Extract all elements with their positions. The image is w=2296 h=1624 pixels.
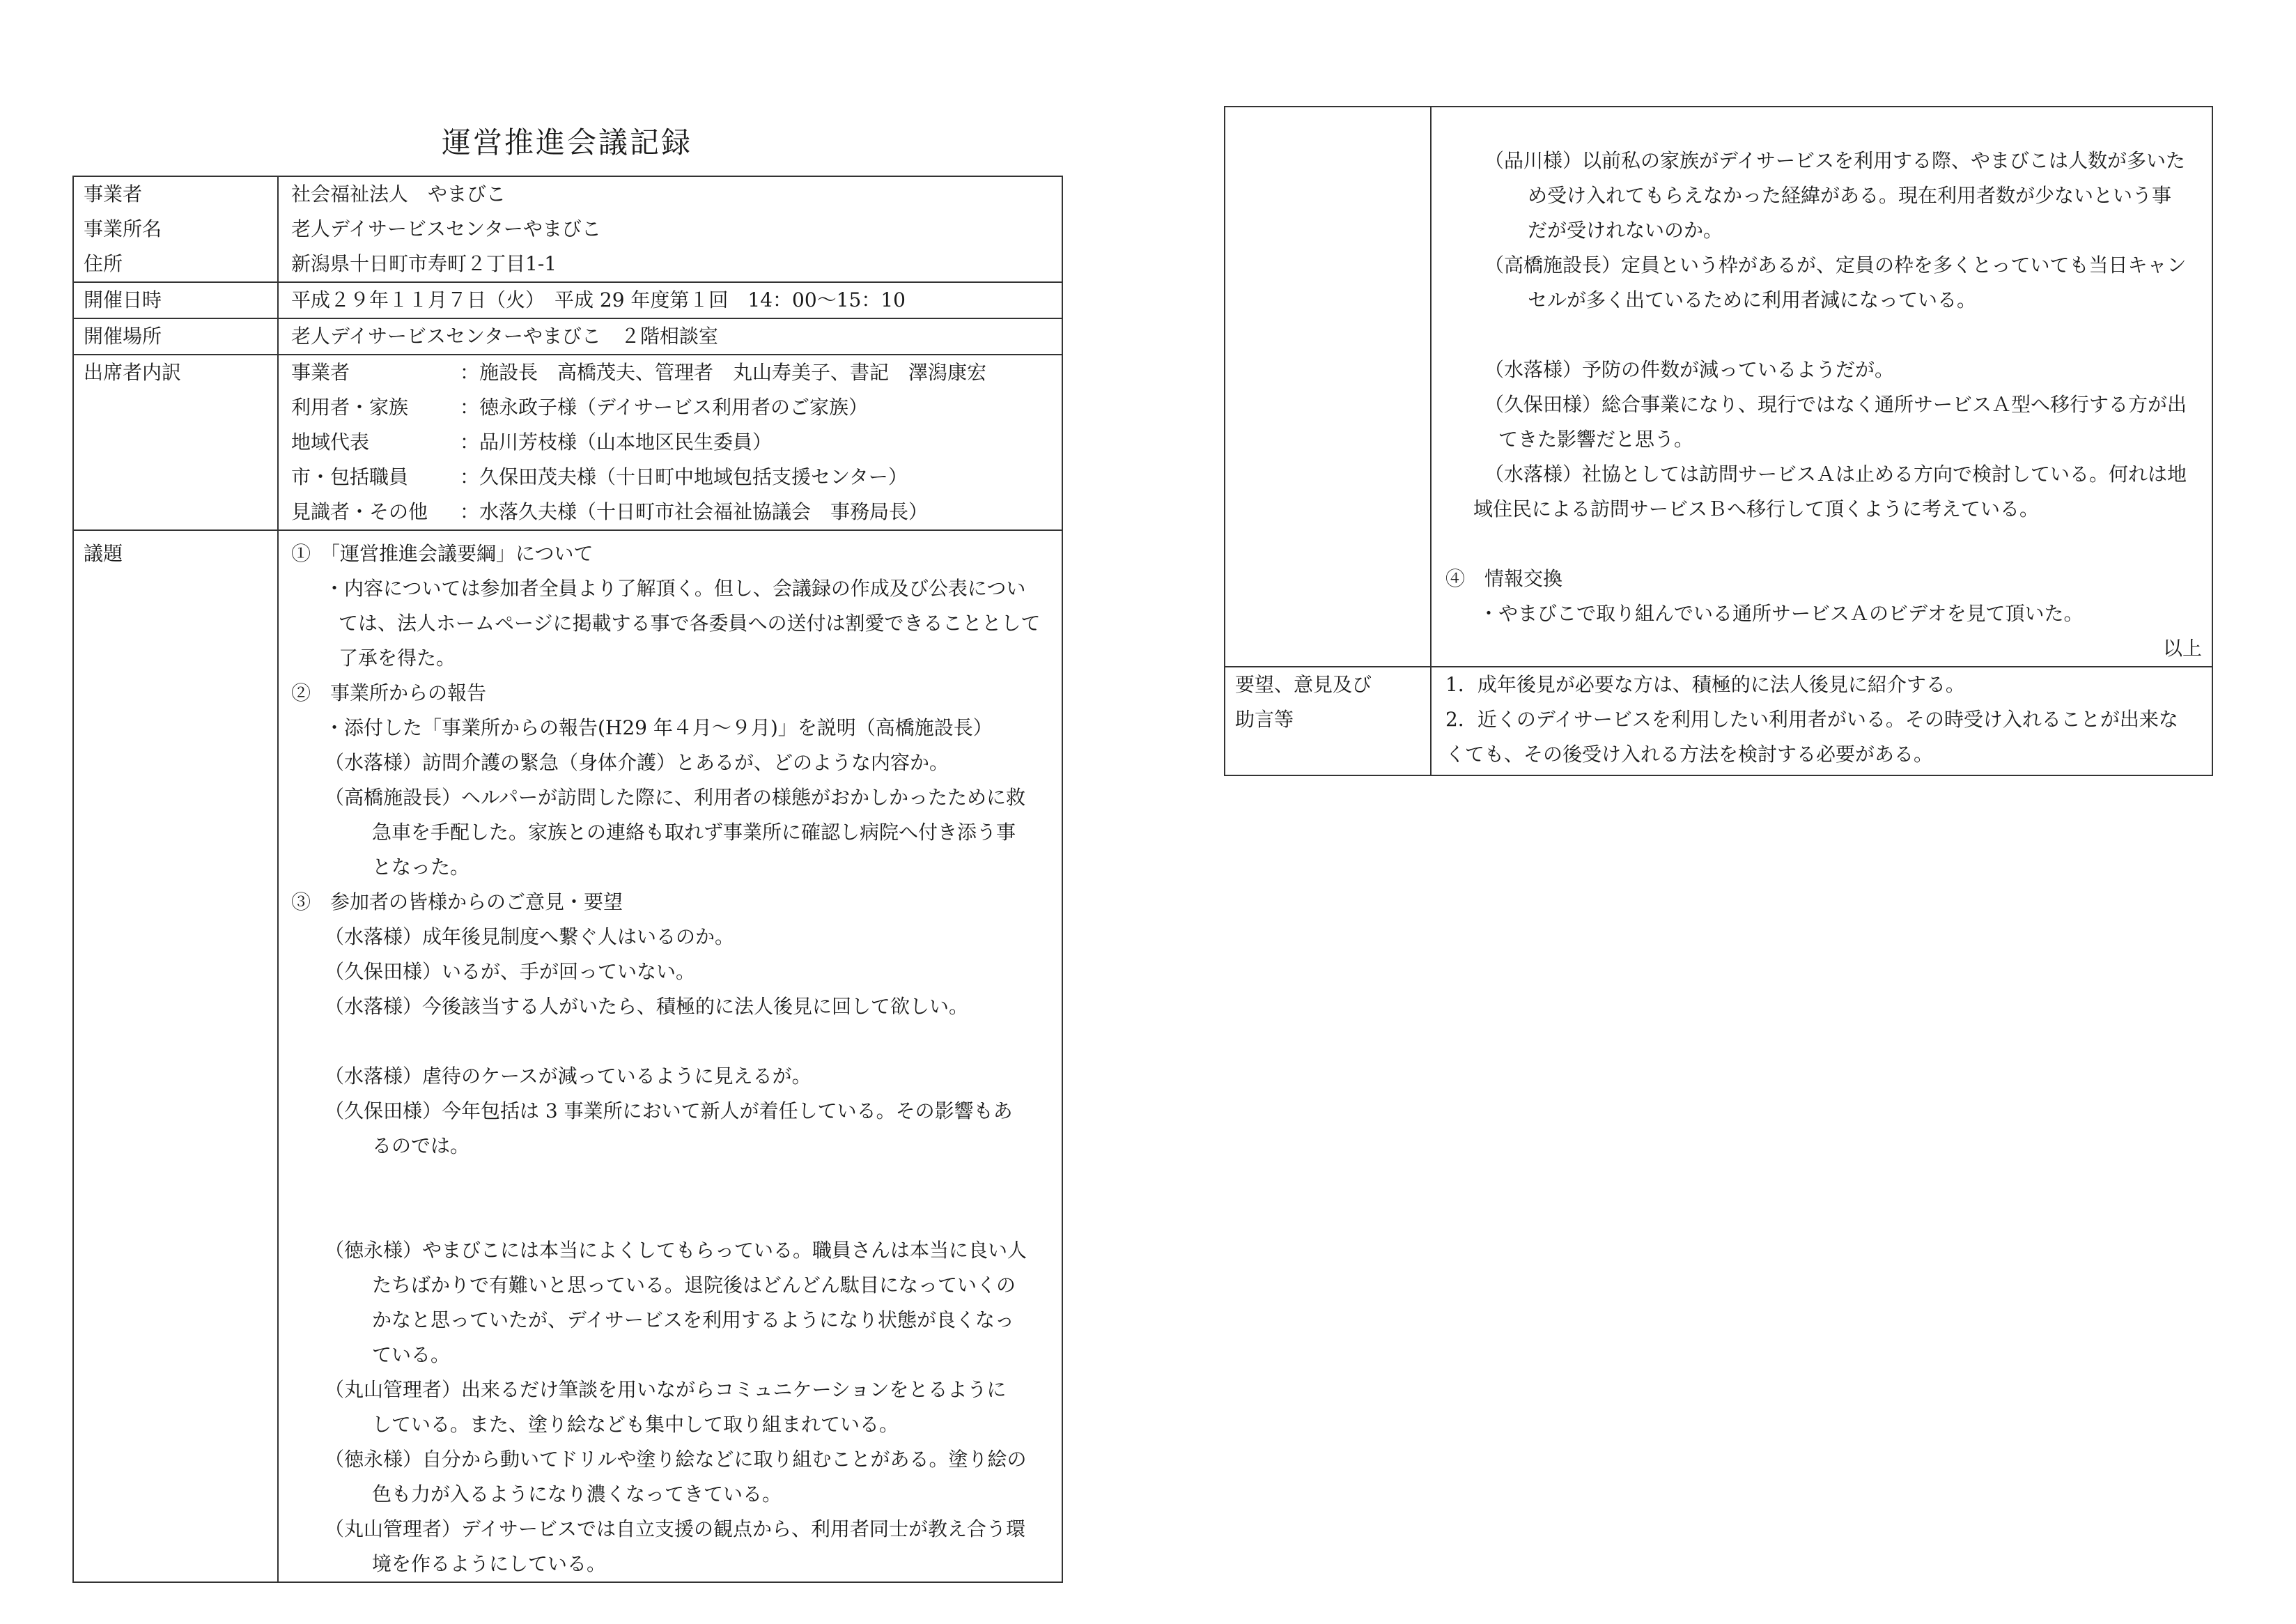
agenda-line: （水落様）虐待のケースが減っているように見えるが。 <box>325 1065 812 1088</box>
agenda-line: （丸山管理者）デイサービスでは自立支援の観点から、利用者同士が教え合う環 <box>325 1517 1026 1540</box>
attendee-names: ：久保田茂夫様（十日町中地域包括支援センター） <box>460 465 908 488</box>
continued-label-cell <box>1225 107 1431 667</box>
place-label: 開催場所 <box>84 325 162 348</box>
agenda-blank-line <box>291 1198 1062 1233</box>
agenda-line: ・内容については参加者全員より了解頂く。但し、会議録の作成及び公表につい <box>325 577 1026 600</box>
continued-line: （水落様）社協としては訪問サービスＡは止める方向で検討している。何れは地 <box>1484 463 2187 486</box>
attendee-role: 事業者 <box>291 361 350 384</box>
agenda-blank-line <box>291 1163 1062 1198</box>
attendee-row <box>291 425 1062 460</box>
attendee-row <box>291 355 1062 390</box>
attendee-names: ：施設長 高橋茂夫、管理者 丸山寿美子、書記 澤潟康宏 <box>460 361 987 384</box>
closing-mark: 以上 <box>2162 637 2202 660</box>
agenda-label: 議題 <box>84 542 123 565</box>
agenda-blank-line <box>291 1024 1062 1059</box>
request-line: 1．成年後見が必要な方は、積極的に法人後見に紹介する。 <box>1445 673 1965 696</box>
agenda-line: ① 「運営推進会議要綱」について <box>291 542 594 565</box>
attendee-role: 地域代表 <box>291 431 370 454</box>
place-row <box>73 318 1062 355</box>
attendee-row <box>291 495 1062 529</box>
continued-row <box>1225 107 2212 667</box>
continued-line: （品川様）以前私の家族がデイサービスを利用する際、やまびこは人数が多いた <box>1484 149 2186 172</box>
continued-line: （水落様）予防の件数が減っているようだが。 <box>1484 358 1895 381</box>
agenda-line: かなと思っていたが、デイサービスを利用するようになり状態が良くなっ <box>372 1308 1015 1331</box>
org-info-row <box>73 176 1062 282</box>
attendee-names: ：徳永政子様（デイサービス利用者のご家族） <box>460 396 869 419</box>
requests-body <box>1432 667 2212 772</box>
agenda-line: 了承を得た。 <box>339 647 456 670</box>
agenda-line: たちばかりで有難いと思っている。退院後はどんどん駄目になっていくの <box>372 1274 1016 1297</box>
attendee-row <box>291 460 1062 495</box>
agenda-line: （徳永様）自分から動いてドリルや塗り絵などに取り組むことがある。塗り絵の <box>325 1448 1027 1471</box>
continued-line: め受け入れてもらえなかった経緯がある。現在利用者数が少ないという事 <box>1528 184 2172 207</box>
agenda-line: ている。 <box>372 1343 451 1366</box>
office-label: 事業所名 <box>84 217 162 240</box>
org-value: 社会福祉法人 やまびこ <box>291 183 506 206</box>
requests-label-line2: 助言等 <box>1235 708 1294 731</box>
continued-line: （高橋施設長）定員という枠があるが、定員の枠を多くとっていても当日キャン <box>1484 254 2187 277</box>
continued-line: てきた影響だと思う。 <box>1498 428 1694 451</box>
agenda-line: 急車を手配した。家族との連絡も取れず事業所に確認し病院へ付き添う事 <box>372 821 1016 844</box>
agenda-line: （水落様）今後該当する人がいたら、積極的に法人後見に回して欲しい。 <box>325 995 969 1018</box>
agenda-line: （久保田様）今年包括は 3 事業所において新人が着任している。その影響もあ <box>325 1099 1013 1122</box>
attendees-label: 出席者内訳 <box>84 361 182 384</box>
date-label: 開催日時 <box>84 288 162 311</box>
attendee-names: ：水落久夫様（十日町市社会福祉協議会 事務局長） <box>460 500 929 523</box>
request-line: くても、その後受け入れる方法を検討する必要がある。 <box>1445 743 1934 766</box>
attendee-role: 利用者・家族 <box>291 396 409 419</box>
continued-blank-line <box>1432 527 2212 562</box>
org-label: 事業者 <box>84 183 143 206</box>
continued-line: セルが多く出ているために利用者減になっている。 <box>1528 288 1977 311</box>
attendees-list <box>279 355 1062 529</box>
agenda-row <box>73 530 1062 1582</box>
place-value: 老人デイサービスセンターやまびこ ２階相談室 <box>291 325 718 348</box>
agenda-body <box>279 531 1062 1582</box>
date-row <box>73 282 1062 318</box>
continued-line: 域住民による訪問サービスＢへ移行して頂くように考えている。 <box>1473 497 2040 520</box>
agenda-line: 色も力が入るようになり濃くなってきている。 <box>372 1483 782 1506</box>
attendee-role: 見識者・その他 <box>291 500 428 523</box>
continued-line: だが受けれないのか。 <box>1528 219 1723 242</box>
agenda-line: ③ 参加者の皆様からのご意見・要望 <box>291 890 623 913</box>
agenda-line: となった。 <box>372 856 470 879</box>
attendee-names: ：品川芳枝様（山本地区民生委員） <box>460 431 773 454</box>
date-value: 平成２９年１１月７日（火） 平成 29 年度第１回 14：00〜15：10 <box>291 288 906 311</box>
record-table-left <box>72 176 1063 1583</box>
continued-line: ④ 情報交換 <box>1445 567 1563 590</box>
org-info-values <box>278 176 1062 282</box>
address-value: 新潟県十日町市寿町２丁目1-1 <box>291 252 557 275</box>
continued-line: （久保田様）総合事業になり、現行ではなく通所サービスＡ型へ移行する方が出 <box>1484 393 2187 416</box>
attendee-role: 市・包括職員 <box>291 465 409 488</box>
agenda-line: ・添付した「事業所からの報告(H29 年４月〜９月)」を説明（高橋施設長） <box>325 716 993 739</box>
agenda-line: している。また、塗り絵なども集中して取り組まれている。 <box>372 1413 899 1436</box>
requests-row <box>1225 667 2212 775</box>
agenda-line: （久保田様）いるが、手が回っていない。 <box>325 960 696 983</box>
agenda-line: （丸山管理者）出来るだけ筆談を用いながらコミュニケーションをとるように <box>325 1378 1007 1401</box>
address-label: 住所 <box>84 252 123 275</box>
document-title: 運営推進会議記録 <box>441 125 692 160</box>
org-info-labels <box>73 176 278 282</box>
agenda-line: るのでは。 <box>372 1134 470 1157</box>
agenda-line: （高橋施設長）ヘルパーが訪問した際に、利用者の様態がおかしかったために救 <box>325 786 1026 809</box>
continued-line: ・やまびこで取り組んでいる通所サービスＡのビデオを見て頂いた。 <box>1479 602 2084 625</box>
agenda-line: （水落様）訪問介護の緊急（身体介護）とあるが、どのような内容か。 <box>325 751 949 774</box>
agenda-line: （徳永様）やまびこには本当によくしてもらっている。職員さんは本当に良い人 <box>325 1239 1027 1262</box>
attendee-row <box>291 390 1062 425</box>
agenda-line: 境を作るようにしている。 <box>372 1552 607 1575</box>
continued-blank-line <box>1432 318 2212 353</box>
continued-body <box>1432 107 2212 666</box>
agenda-line: ては、法人ホームページに掲載する事で各委員への送付は割愛できることとして <box>339 612 1041 635</box>
office-value: 老人デイサービスセンターやまびこ <box>291 217 601 240</box>
request-line: 2．近くのデイサービスを利用したい利用者がいる。その時受け入れることが出来な <box>1445 708 2178 731</box>
requests-label-line1: 要望、意見及び <box>1235 673 1372 696</box>
record-table-right <box>1224 106 2213 776</box>
attendees-row <box>73 355 1062 530</box>
agenda-line: （水落様）成年後見制度へ繋ぐ人はいるのか。 <box>325 925 735 948</box>
agenda-line: ② 事業所からの報告 <box>291 681 487 704</box>
